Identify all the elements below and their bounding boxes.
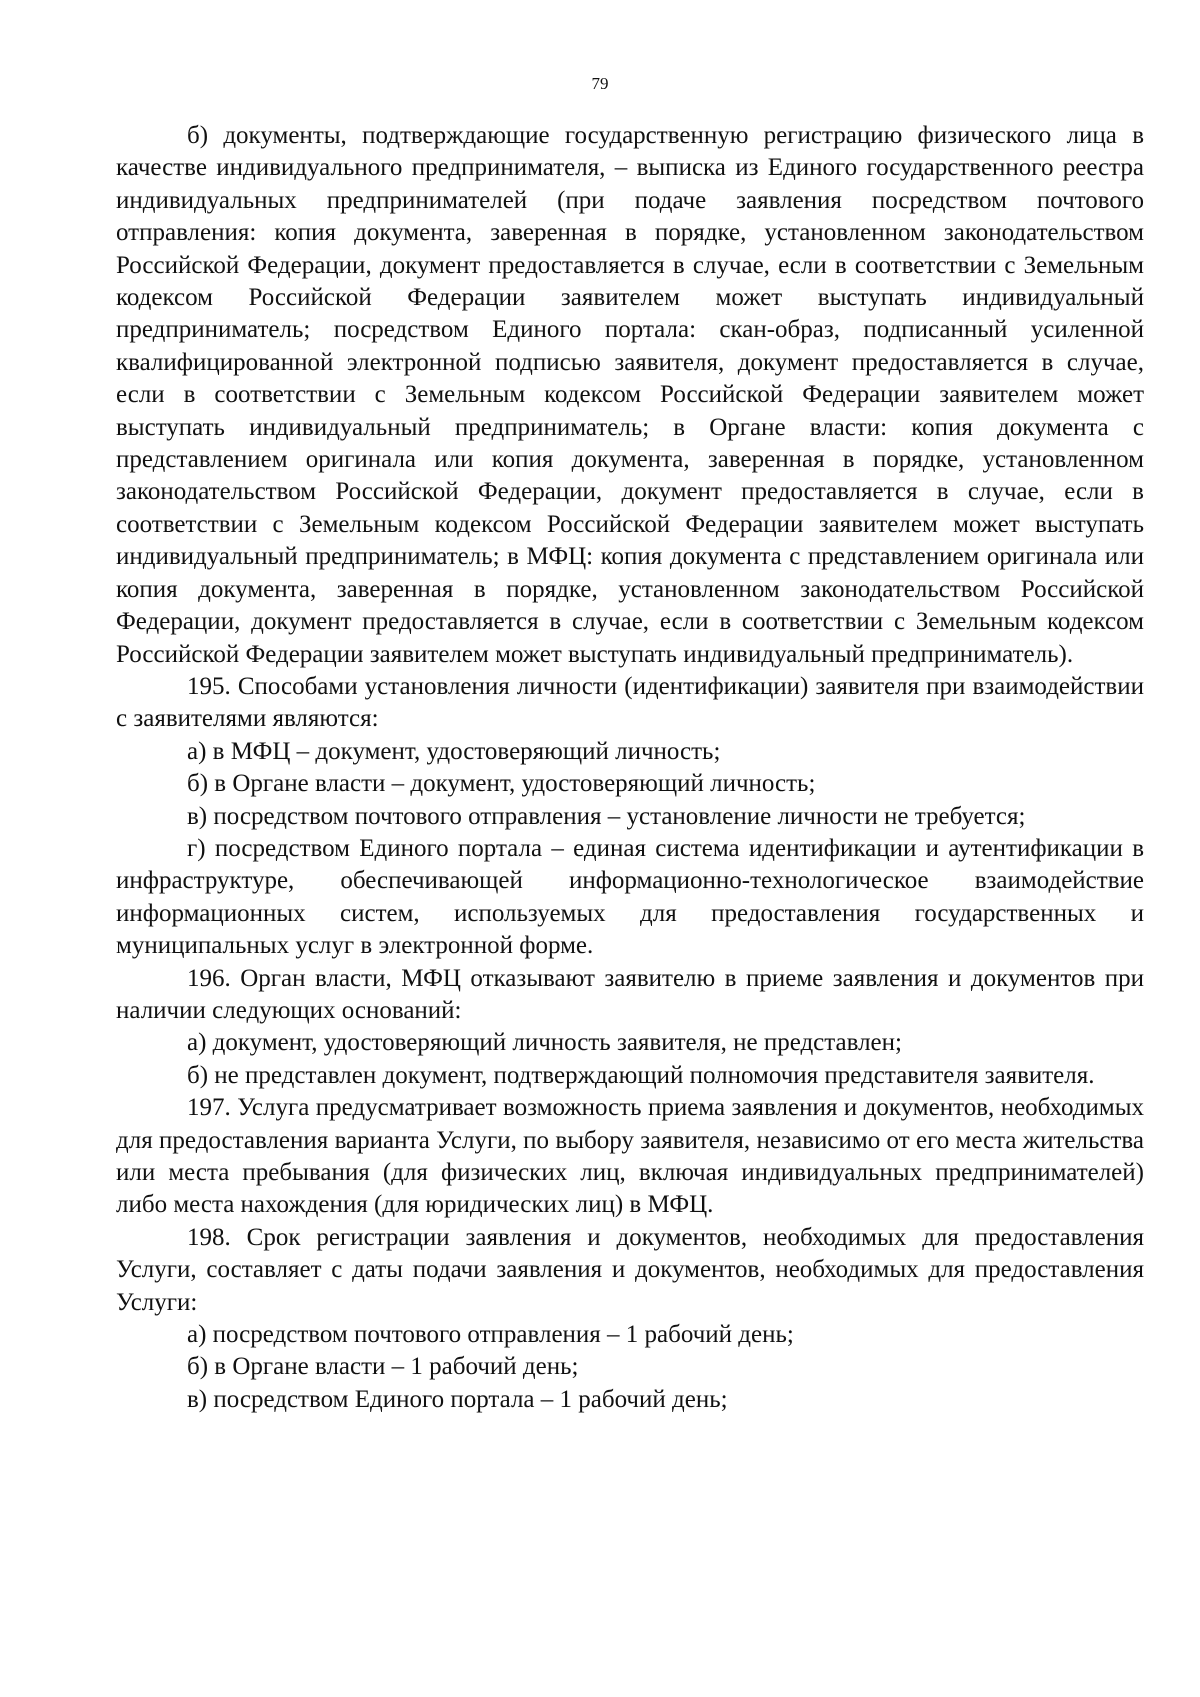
paragraph-195-v: в) посредством почтового отправления – установление личности не требуется;	[187, 802, 1026, 830]
paragraph-198-a: а) посредством почтового отправления – 1 рабочий день;	[187, 1321, 794, 1349]
paragraph-item-b-documents: б) документы, подтверждающие государственную регистрацию физического лица в качестве индивидуального предпринимателя, – выписка из Единого государственного реестра индивидуальных предпринимателей (при подаче заявления посредством почтового отправления: копия документа, заверенная в порядке, установленном законодательством Российской Федерации, документ предоставляется в случае, если в соответствии с Земельным кодексом Российской Федерации заявителем может выступать индивидуальный предприниматель; посредством Единого портала: скан-образ, подписанный усиленной квалифицированной электронной подписью заявителя, документ предоставляется в случае, если в соответствии с Земельным кодексом Российской Федерации заявителем может выступать индивидуальный предприниматель; в Органе власти: копия документа с представлением оригинала или копия документа, заверенная в порядке, установленном законодательством Российской Федерации, документ предоставляется в случае, если в соответствии с Земельным кодексом Российской Федерации заявителем может выступать индивидуальный предприниматель; в МФЦ: копия документа с представлением оригинала или копия документа, заверенная в порядке, установленном законодательством Российской Федерации, документ предоставляется в случае, если в соответствии с Земельным кодексом Российской Федерации заявителем может выступать индивидуальный предприниматель).	[116, 122, 1144, 668]
paragraph-196-b: б) не представлен документ, подтверждающий полномочия представителя заявителя.	[187, 1061, 1095, 1089]
paragraph-195-g: г) посредством Единого портала – единая система идентификации и аутентификации в инфраструктуре, обеспечивающей информационно-технологическое взаимодействие информационных систем, используемых для предоставления государственных и муниципальных услуг в электронной форме.	[116, 834, 1144, 960]
paragraph-198-b: б) в Органе власти – 1 рабочий день;	[187, 1353, 579, 1381]
paragraph-196-a: а) документ, удостоверяющий личность заявителя, не представлен;	[187, 1029, 902, 1057]
paragraph-196: 196. Орган власти, МФЦ отказывают заявителю в приеме заявления и документов при наличии следующих оснований:	[116, 964, 1144, 1024]
page-number: 79	[591, 74, 609, 93]
paragraph-195: 195. Способами установления личности (идентификации) заявителя при взаимодействии с заявителями являются:	[116, 672, 1144, 733]
paragraph-197: 197. Услуга предусматривает возможность приема заявления и документов, необходимых для предоставления варианта Услуги, по выбору заявителя, независимо от его места жительства или места пребывания (для физических лиц, включая индивидуальных предпринимателей) либо места нахождения (для юридических лиц) в МФЦ.	[116, 1094, 1144, 1219]
paragraph-198: 198. Срок регистрации заявления и документов, необходимых для предоставления Услуги, составляет с даты подачи заявления и документов, необходимых для предоставления Услуги:	[116, 1223, 1144, 1316]
paragraph-195-a: а) в МФЦ – документ, удостоверяющий личность;	[187, 737, 721, 765]
paragraph-195-b: б) в Органе власти – документ, удостоверяющий личность;	[187, 770, 816, 798]
document-body	[116, 120, 1144, 1416]
paragraph-198-v: в) посредством Единого портала – 1 рабочий день;	[187, 1385, 728, 1413]
